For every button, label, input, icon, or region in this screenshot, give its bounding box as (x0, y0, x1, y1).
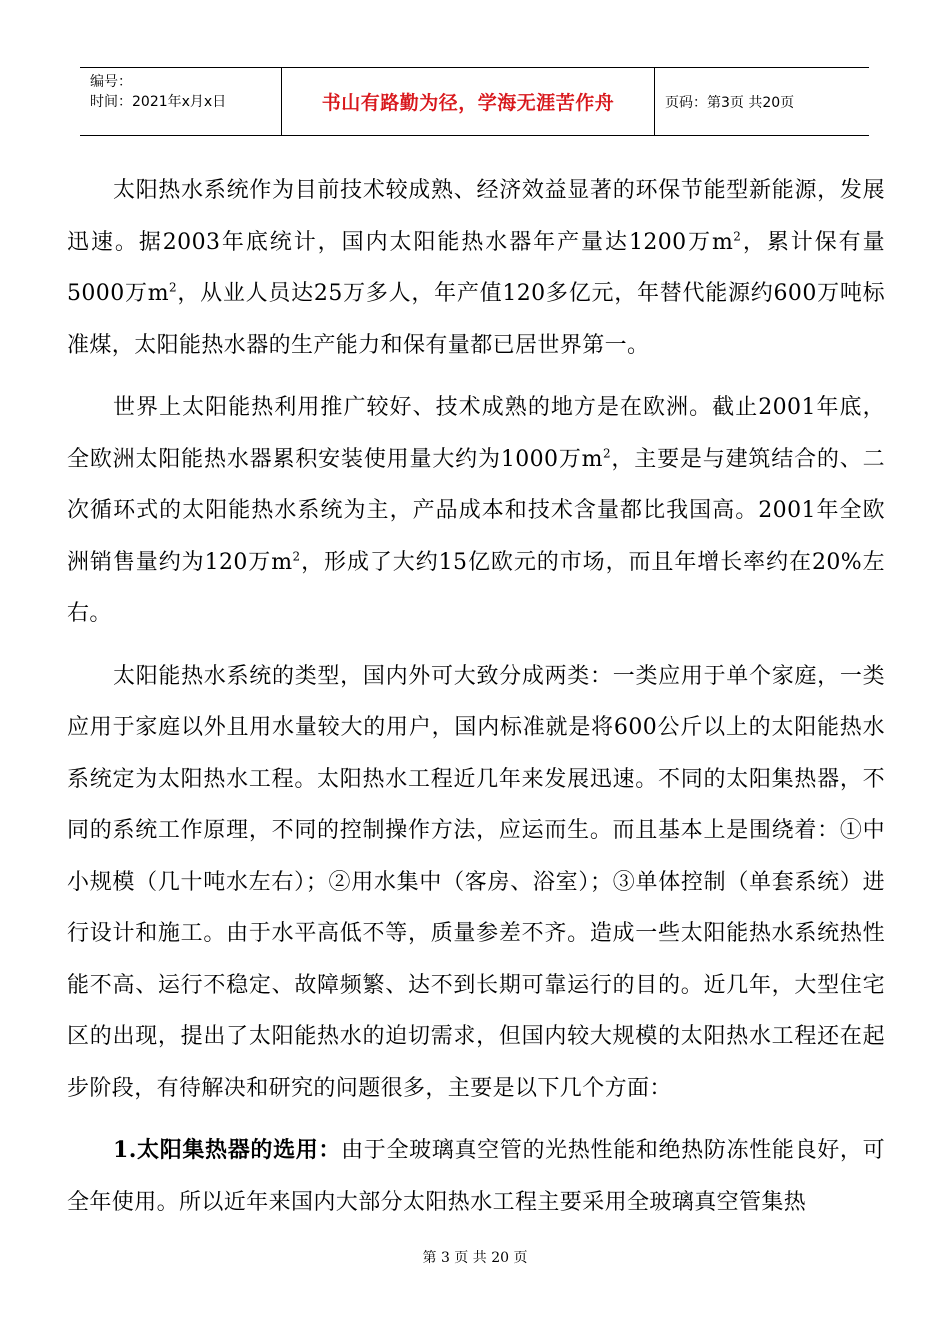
paragraph-text: 太阳能热水系统的类型，国内外可大致分成两类：一类应用于单个家庭，一类应用于家庭以外且用水量较大的用户，国内标准就是将600公斤以上的太阳能热水系统定为太阳热水工程。太阳热水工程近几年来发展迅速。不同的太阳集热器，不同的系统工作原理，不同的控制操作方法，应运而生。而且基本上是围绕着：①中小规模（几十吨水左右）；②用水集中（客房、浴室）；③单体控制（单套系统）进行设计和施工。由于水平高低不等，质量参差不齐。造成一些太阳能热水系统热性能不高、运行不稳定、故障频繁、达不到长期可靠运行的目的。近几年，大型住宅区的出现，提出了太阳能热水的迫切需求，但国内较大规模的太阳热水工程还在起步阶段，有待解决和研究的问题很多，主要是以下几个方面： (67, 663, 885, 1101)
superscript: 2 (168, 280, 178, 295)
paragraph-text: 由于全玻璃真空管的光热性能和绝热防冻性能良好，可全年使用。所以近年来国内大部分太阳热水工程主要采用全玻璃真空管集热 (67, 1138, 885, 1215)
document-number-label: 编号： (90, 74, 132, 90)
paragraph-text: 太阳热水系统作为目前技术较成熟、经济效益显著的环保节能型新能源，发展迅速。据2003年底统计，国内太阳能热水器年产量达1200万m (67, 178, 885, 255)
header-motto: 书山有路勤为径，学海无涯苦作舟 (282, 68, 655, 135)
paragraph-text: ，累计保有量5000万m (67, 229, 885, 306)
superscript: 2 (733, 229, 742, 244)
superscript: 2 (602, 446, 611, 461)
body-paragraph (67, 165, 885, 371)
body-paragraph (67, 651, 885, 1115)
superscript: 2 (292, 549, 301, 564)
document-time-label: 时间：2021年x月x日 (90, 94, 227, 110)
header-page-code: 页码：第3页 共20页 (665, 94, 795, 111)
header-info-cell (80, 68, 282, 135)
page-header (80, 67, 869, 136)
body-paragraph (67, 382, 885, 640)
paragraph-text: ，形成了大约15亿欧元的市场，而且年增长率约在20%左右。 (67, 549, 885, 626)
paragraph-text: ，主要是与建筑结合的、二次循环式的太阳能热水系统为主，产品成本和技术含量都比我国高。2001年全欧洲销售量约为120万m (67, 446, 885, 575)
body-paragraph (67, 1125, 885, 1228)
page-footer: 第 3 页 共 20 页 (422, 1250, 528, 1266)
paragraph-text: ，从业人员达25万多人，年产值120多亿元，年替代能源约600万吨标准煤，太阳能热水器的生产能力和保有量都已居世界第一。 (67, 281, 885, 358)
paragraph-text: 世界上太阳能热利用推广较好、技术成熟的地方是在欧洲。截止2001年底，全欧洲太阳能热水器累积安装使用量大约为1000万m (67, 395, 885, 472)
section-lead: 1.太阳集热器的选用： (113, 1137, 342, 1163)
document-body (67, 165, 885, 1239)
